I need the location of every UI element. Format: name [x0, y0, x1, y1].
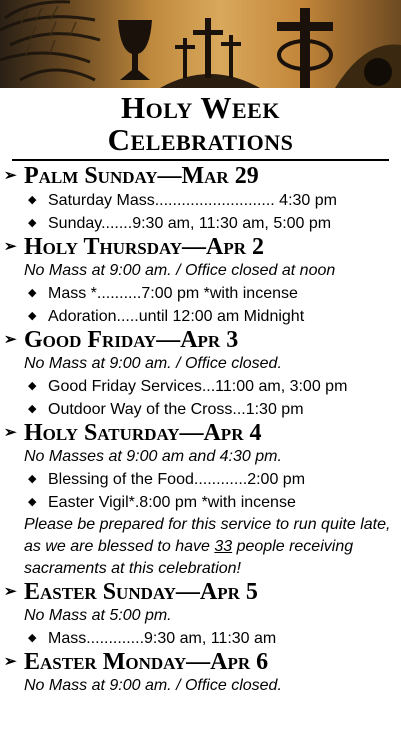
list-item [4, 468, 401, 491]
section-heading-holy-thursday [4, 235, 401, 260]
list-item-text: Adoration.....until 12:00 am Midnight [48, 308, 305, 325]
diamond-bullet-icon: ◆ [28, 287, 37, 299]
section-note: No Mass at 9:00 am. / Office closed. [24, 355, 282, 372]
list-item [4, 491, 401, 514]
list-item [4, 375, 401, 398]
section-heading-holy-saturday [4, 421, 401, 446]
diamond-bullet-icon: ◆ [28, 310, 37, 322]
list-item-text: Sunday.......9:30 am, 11:30 am, 5:00 pm [48, 215, 332, 232]
arrow-bullet-icon: ➢ [4, 332, 17, 348]
list-item-text: Outdoor Way of the Cross...1:30 pm [48, 401, 304, 418]
arrow-bullet-icon: ➢ [4, 239, 17, 255]
list-item-text: Saturday Mass........................... 4:30 pm [48, 192, 337, 209]
diamond-bullet-icon: ◆ [28, 380, 37, 392]
arrow-bullet-icon: ➢ [4, 168, 17, 184]
note-text: Please be prepared for this service to run quite late, as we are blessed to have [24, 516, 391, 555]
diamond-bullet-icon: ◆ [28, 194, 37, 206]
list-item-text: Mass.............9:30 am, 11:30 am [48, 630, 277, 647]
diamond-bullet-icon: ◆ [28, 403, 37, 415]
holy-week-banner-image [0, 0, 401, 88]
title-line-1: Holy Week [121, 90, 280, 125]
list-item-text: Easter Vigil*.8:00 pm *with incense [48, 494, 296, 511]
section-heading-good-friday [4, 328, 401, 353]
diamond-bullet-icon: ◆ [28, 496, 37, 508]
easter-vigil-note [4, 514, 401, 580]
section-heading-easter-monday [4, 650, 401, 675]
title-divider [12, 159, 389, 161]
diamond-bullet-icon: ◆ [28, 632, 37, 644]
list-item-text: Good Friday Services...11:00 am, 3:00 pm [48, 378, 348, 395]
section-note: No Mass at 9:00 am. / Office closed. [24, 677, 282, 694]
section-heading-palm-sunday [4, 164, 401, 189]
diamond-bullet-icon: ◆ [28, 217, 37, 229]
list-item-text: Mass *..........7:00 pm *with incense [48, 285, 298, 302]
section-heading-text: Holy Saturday—Apr 4 [24, 420, 262, 446]
section-heading-text: Easter Sunday—Apr 5 [24, 579, 258, 605]
arrow-bullet-icon: ➢ [4, 584, 17, 600]
list-item-text: Blessing of the Food............2:00 pm [48, 471, 306, 488]
list-item [4, 627, 401, 650]
diamond-bullet-icon: ◆ [28, 473, 37, 485]
note-text: people receiving sacraments at this celebration! [24, 538, 354, 577]
section-heading-text: Good Friday—Apr 3 [24, 327, 239, 353]
section-heading-text: Palm Sunday—Mar 29 [24, 163, 259, 189]
schedule-list [0, 164, 401, 697]
list-item [4, 398, 401, 421]
list-item [4, 189, 401, 212]
list-item [4, 212, 401, 235]
section-heading-text: Easter Monday—Apr 6 [24, 649, 269, 675]
section-note: No Mass at 5:00 pm. [24, 607, 172, 624]
section-note: No Masses at 9:00 am and 4:30 pm. [24, 448, 282, 465]
section-heading-text: Holy Thursday—Apr 2 [24, 234, 265, 260]
section-note: No Mass at 9:00 am. / Office closed at noon [24, 262, 336, 279]
list-item [4, 282, 401, 305]
sacrament-count: 33 [214, 538, 233, 555]
section-heading-easter-sunday [4, 580, 401, 605]
arrow-bullet-icon: ➢ [4, 425, 17, 441]
arrow-bullet-icon: ➢ [4, 654, 17, 670]
title-line-2: Celebrations [107, 122, 294, 157]
list-item [4, 305, 401, 328]
